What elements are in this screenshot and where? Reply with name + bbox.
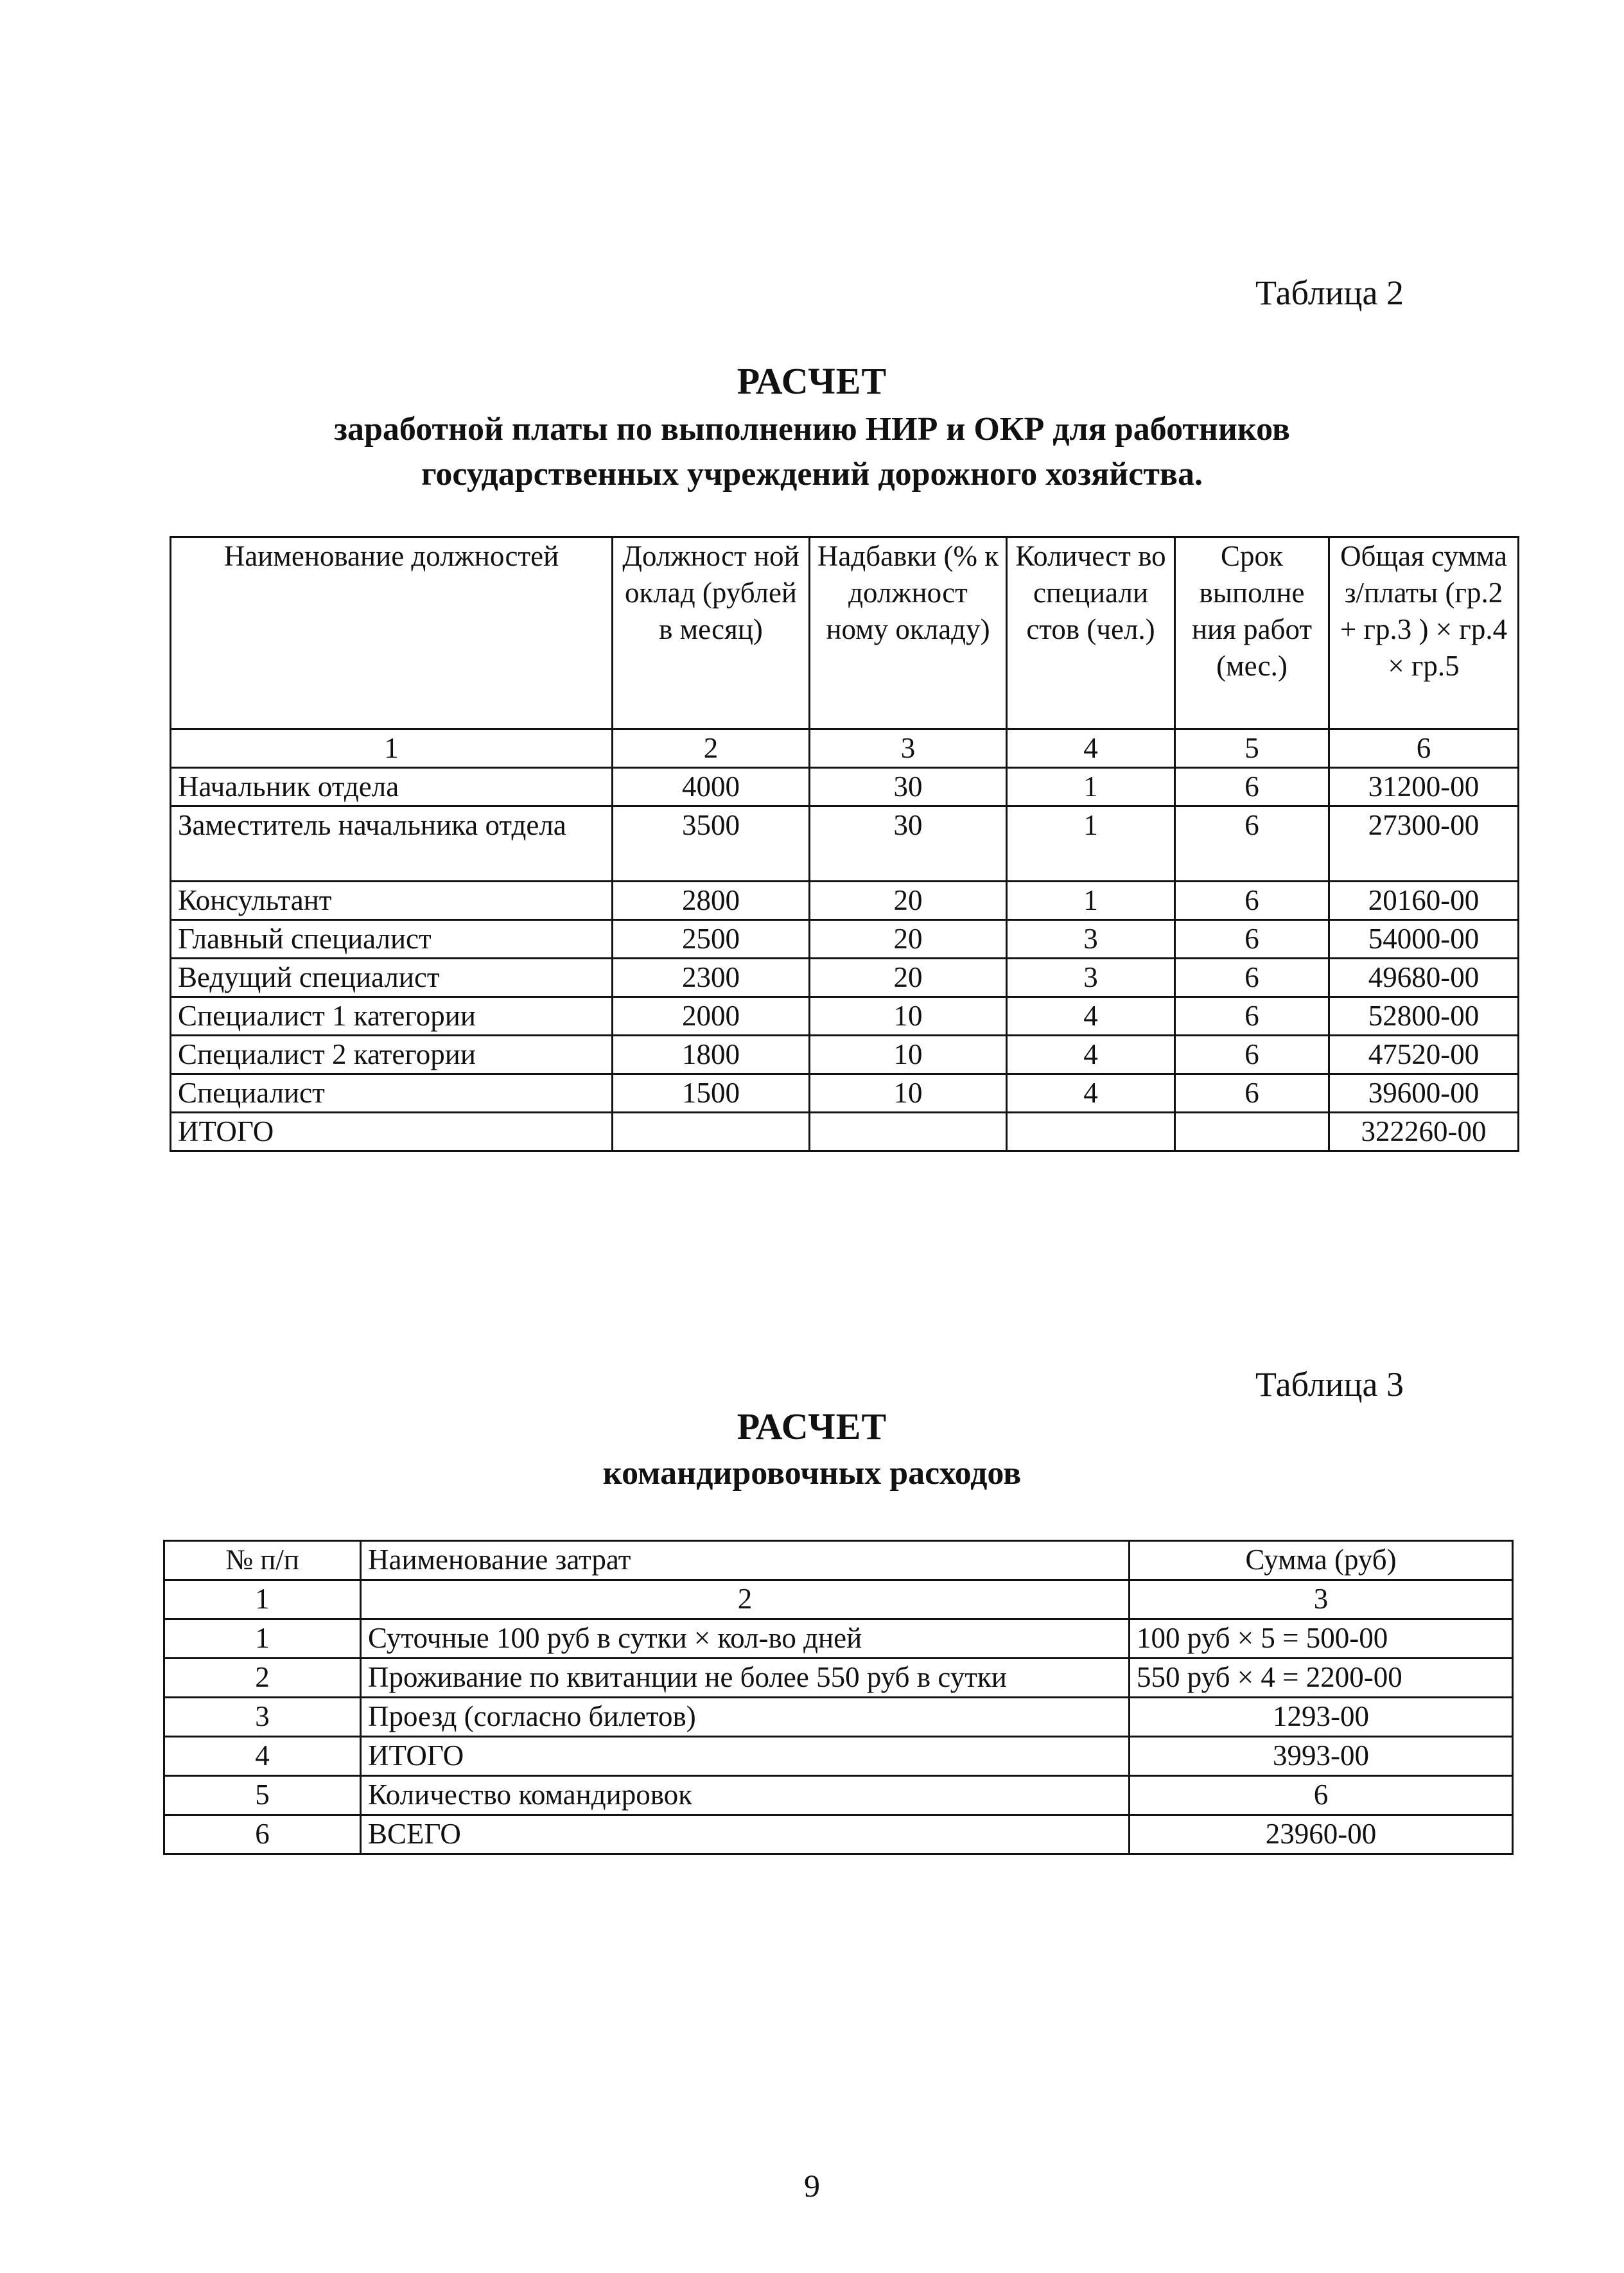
table-row [171,959,1519,997]
column-number: 5 [1175,729,1329,768]
bonus-cell: 20 [810,959,1007,997]
position-cell: Специалист [171,1074,613,1113]
cost-name-cell: Проживание по квитанции не более 550 руб в сутки [361,1659,1130,1698]
table-row [164,1815,1513,1854]
column-number: 4 [1007,729,1175,768]
count-cell: 1 [1007,768,1175,806]
position-cell: Специалист 1 категории [171,997,613,1036]
row-number-cell: 6 [164,1815,361,1854]
position-cell: Начальник отдела [171,768,613,806]
table-row [171,1036,1519,1074]
duration-cell: 6 [1175,997,1329,1036]
cost-name-cell: Проезд (согласно билетов) [361,1698,1130,1737]
table-row [164,1619,1513,1659]
empty-cell [1175,1113,1329,1151]
count-cell: 3 [1007,959,1175,997]
cost-name-cell: Количество командировок [361,1776,1130,1815]
table-row [171,920,1519,959]
table-row [164,1737,1513,1776]
bonus-cell: 30 [810,768,1007,806]
row-number-cell: 3 [164,1698,361,1737]
count-cell: 4 [1007,997,1175,1036]
salary-cell: 2300 [613,959,810,997]
amount-cell: 1293-00 [1130,1698,1513,1737]
table-row [171,806,1519,882]
column-number: 1 [171,729,613,768]
header-bonus: Надбавки (% к должност ному окладу) [810,537,1007,729]
header-amount: Сумма (руб) [1130,1541,1513,1580]
header-cost-name: Наименование затрат [361,1541,1130,1580]
grand-total-cell: 322260-00 [1329,1113,1519,1151]
salary-cell: 1800 [613,1036,810,1074]
count-cell: 1 [1007,806,1175,882]
count-cell: 3 [1007,920,1175,959]
column-number: 2 [613,729,810,768]
cost-name-cell: ВСЕГО [361,1815,1130,1854]
header-total: Общая сумма з/платы (гр.2 + гр.3 ) × гр.4 × гр.5 [1329,537,1519,729]
table-row [171,882,1519,920]
position-cell: Консультант [171,882,613,920]
count-cell: 4 [1007,1074,1175,1113]
salary-cell: 4000 [613,768,810,806]
total-cell: 54000-00 [1329,920,1519,959]
column-number: 3 [810,729,1007,768]
header-number: № п/п [164,1541,361,1580]
total-cell: 49680-00 [1329,959,1519,997]
table-row [171,997,1519,1036]
duration-cell: 6 [1175,959,1329,997]
total-cell: 52800-00 [1329,997,1519,1036]
count-cell: 1 [1007,882,1175,920]
header-salary: Должност ной оклад (рублей в месяц) [613,537,810,729]
total-cell: 27300-00 [1329,806,1519,882]
table-row [164,1659,1513,1698]
column-number: 6 [1329,729,1519,768]
amount-cell: 6 [1130,1776,1513,1815]
total-label-cell: ИТОГО [171,1113,613,1151]
salary-cell: 2500 [613,920,810,959]
salary-cell: 3500 [613,806,810,882]
row-number-cell: 2 [164,1659,361,1698]
salary-table [170,536,1519,1152]
position-cell: Специалист 2 категории [171,1036,613,1074]
table-row [171,768,1519,806]
table3-title: РАСЧЕТ [737,1406,887,1447]
column-number: 2 [361,1580,1130,1619]
column-number: 3 [1130,1580,1513,1619]
duration-cell: 6 [1175,882,1329,920]
duration-cell: 6 [1175,806,1329,882]
table3-label: Таблица 3 [1255,1365,1404,1404]
table-row [164,1698,1513,1737]
header-duration: Срок выполне ния работ (мес.) [1175,537,1329,729]
salary-table-header-row [171,537,1519,729]
row-number-cell: 5 [164,1776,361,1815]
amount-cell: 23960-00 [1130,1815,1513,1854]
table2-subtitle-line2: государственных учреждений дорожного хозяйства. [421,456,1203,492]
amount-cell: 550 руб × 4 = 2200-00 [1130,1659,1513,1698]
empty-cell [1007,1113,1175,1151]
position-cell: Главный специалист [171,920,613,959]
bonus-cell: 10 [810,997,1007,1036]
total-cell: 39600-00 [1329,1074,1519,1113]
table-row [171,1074,1519,1113]
table2-title: РАСЧЕТ [737,360,887,402]
cost-name-cell: ИТОГО [361,1737,1130,1776]
bonus-cell: 20 [810,882,1007,920]
bonus-cell: 30 [810,806,1007,882]
table2-subtitle-line1: заработной платы по выполнению НИР и ОКР для работников [334,411,1290,448]
header-count: Количест во специали стов (чел.) [1007,537,1175,729]
amount-cell: 100 руб × 5 = 500-00 [1130,1619,1513,1659]
empty-cell [810,1113,1007,1151]
bonus-cell: 10 [810,1074,1007,1113]
row-number-cell: 4 [164,1737,361,1776]
duration-cell: 6 [1175,1036,1329,1074]
table-row [164,1776,1513,1815]
bonus-cell: 20 [810,920,1007,959]
column-number: 1 [164,1580,361,1619]
total-cell: 47520-00 [1329,1036,1519,1074]
total-row [171,1113,1519,1151]
column-number-row [164,1580,1513,1619]
position-cell: Ведущий специалист [171,959,613,997]
position-cell: Заместитель начальника отдела [171,806,613,882]
count-cell: 4 [1007,1036,1175,1074]
duration-cell: 6 [1175,768,1329,806]
total-cell: 31200-00 [1329,768,1519,806]
cost-name-cell: Суточные 100 руб в сутки × кол-во дней [361,1619,1130,1659]
table2-label: Таблица 2 [1255,274,1404,312]
row-number-cell: 1 [164,1619,361,1659]
salary-cell: 2000 [613,997,810,1036]
bonus-cell: 10 [810,1036,1007,1074]
column-number-row [171,729,1519,768]
total-cell: 20160-00 [1329,882,1519,920]
salary-cell: 1500 [613,1074,810,1113]
salary-cell: 2800 [613,882,810,920]
table3-subtitle: командировочных расходов [602,1455,1022,1492]
travel-table-header-row [164,1541,1513,1580]
empty-cell [613,1113,810,1151]
page-number: 9 [804,2168,820,2204]
header-position: Наименование должностей [171,537,613,729]
amount-cell: 3993-00 [1130,1737,1513,1776]
duration-cell: 6 [1175,1074,1329,1113]
duration-cell: 6 [1175,920,1329,959]
travel-expenses-table [163,1540,1514,1855]
